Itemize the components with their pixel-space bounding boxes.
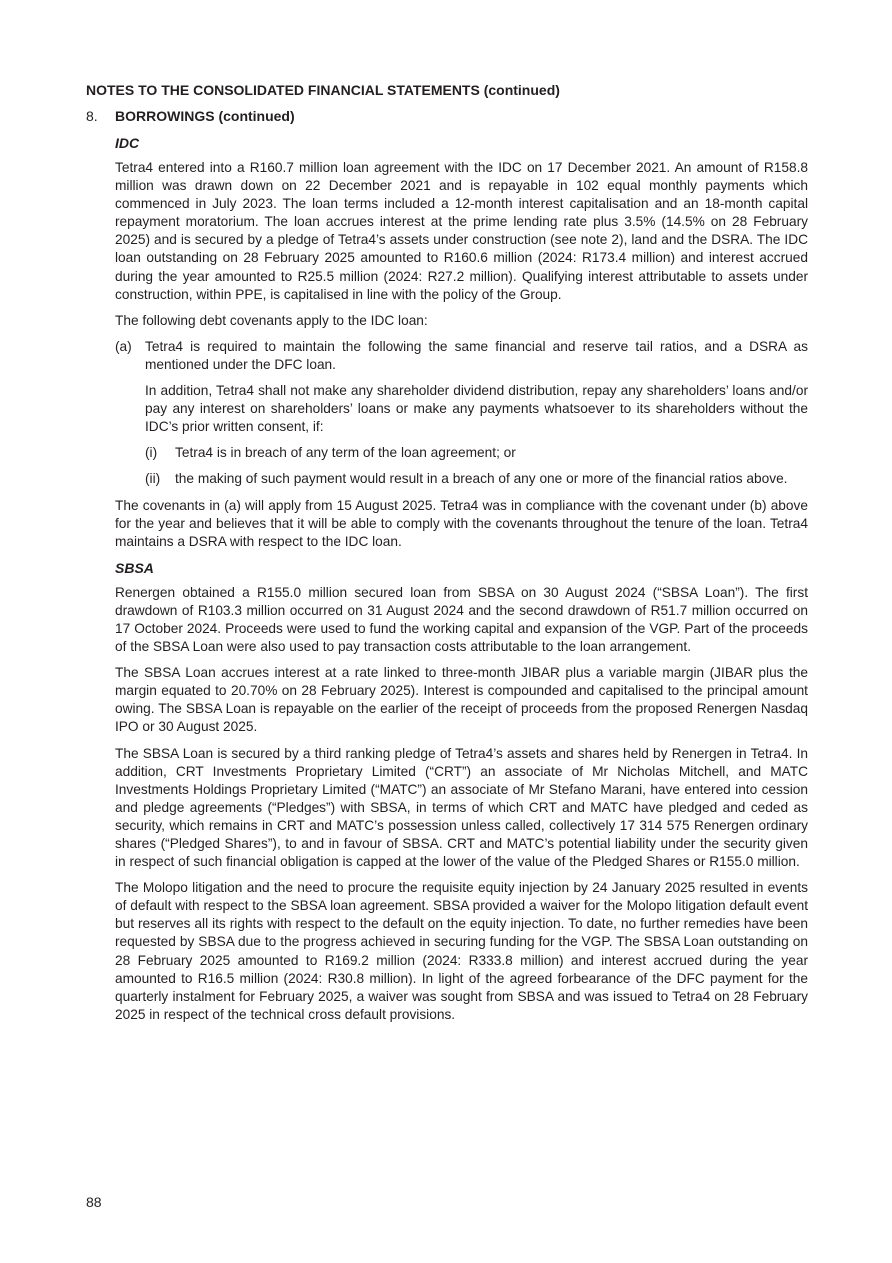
- covenant-item-a-marker: (a): [115, 338, 132, 354]
- covenant-item-a: [115, 338, 808, 489]
- section-heading: [86, 108, 806, 125]
- covenant-sub-item-ii-marker: (ii): [145, 471, 161, 487]
- page-header: NOTES TO THE CONSOLIDATED FINANCIAL STATEMENTS (continued): [86, 82, 560, 98]
- page-number: 88: [86, 1194, 102, 1210]
- idc-loan-paragraph: Tetra4 entered into a R160.7 million loan agreement with the IDC on 17 December 2021. An amount of R158.8 million was drawn down on 22 December 2021 and is repayable in 102 equal monthly payments which commenced in July 2023. The loan terms included a 12-month interest capitalisation and an 18-month capital repayment moratorium. The loan accrues interest at the prime lending rate plus 3.5% (14.5% on 28 February 2025) and is secured by a pledge of Tetra4’s assets under construction (see note 2), land and the DSRA. The IDC loan outstanding on 28 February 2025 amounted to R160.6 million (2024: R173.4 million) and interest accrued during the year amounted to R25.5 million (2024: R27.2 million). Qualifying interest attributable to assets under construction, within PPE, is capitalised in line with the policy of the Group.: [115, 160, 808, 302]
- idc-compliance-paragraph: The covenants in (a) will apply from 15 August 2025. Tetra4 was in compliance with the covenant under (b) above for the year and believes that it will be able to comply with the covenants throughout the tenure of the loan. Tetra4 maintains a DSRA with respect to the IDC loan.: [115, 497, 808, 549]
- sbsa-loan-paragraph: Renergen obtained a R155.0 million secured loan from SBSA on 30 August 2024 (“SBSA Loan”). The first drawdown of R103.3 million occurred on 31 August 2024 and the second drawdown of R51.7 million occurred on 17 October 2024. Proceeds were used to fund the working capital and expansion of the VGP. Part of the proceeds of the SBSA Loan were also used to pay transaction costs attributable to the loan arrangement.: [115, 584, 808, 655]
- covenant-sub-item-i-text: Tetra4 is in breach of any term of the loan agreement; or: [175, 445, 516, 461]
- idc-covenants-intro: The following debt covenants apply to the IDC loan:: [115, 312, 428, 328]
- section-title: BORROWINGS (continued): [115, 108, 295, 124]
- sbsa-interest-paragraph: The SBSA Loan accrues interest at a rate linked to three-month JIBAR plus a variable margin (JIBAR plus the margin equated to 20.70% on 28 February 2025). Interest is compounded and capitalised to the principal amount owing. The SBSA Loan is repayable on the earlier of the receipt of proceeds from the proposed Renergen Nasdaq IPO or 30 August 2025.: [115, 665, 808, 735]
- covenant-sub-item-i-marker: (i): [145, 445, 158, 461]
- covenant-item-a-addition: In addition, Tetra4 shall not make any shareholder dividend distribution, repay any shareholders’ loans and/or pay any interest on shareholders’ loans or make any payments whatsoever to its shareholders without the IDC’s prior written consent, if:: [145, 383, 808, 435]
- sbsa-security-paragraph: The SBSA Loan is secured by a third ranking pledge of Tetra4’s assets and shares held by Renergen in Tetra4. In addition, CRT Investments Proprietary Limited (“CRT”) an associate of Mr Nicholas Mitchell, and MATC Investments Holdings Proprietary Limited (“MATC”) an associate of Mr Stefano Marani, have entered into cession and pledge agreements (“Pledges”) with SBSA, in terms of which CRT and MATC have pledged and ceded as security, which remains in CRT and MATC’s possession unless called, collectively 17 314 575 Renergen ordinary shares (“Pledged Shares”), to and in favour of SBSA. CRT and MATC’s potential liability under the security given in respect of such financial obligation is capped at the lower of the value of the Pledged Shares or R155.0 million.: [115, 745, 808, 870]
- covenant-sub-item-i: [145, 444, 808, 462]
- sbsa-default-paragraph: The Molopo litigation and the need to procure the requisite equity injection by 24 January 2025 resulted in events of default with respect to the SBSA loan agreement. SBSA provided a waiver for the Molopo litigation default event but reserves all its rights with respect to the default on the equity injection. To date, no further remedies have been requested by SBSA due to the progress achieved in securing funding for the VGP. The SBSA Loan outstanding on 28 February 2025 amounted to R169.2 million (2024: R333.8 million) and interest accrued during the year amounted to R16.5 million (2024: R30.8 million). In light of the agreed forbearance of the DFC payment for the quarterly instalment for February 2025, a waiver was sought from SBSA and was issued to Tetra4 on 28 February 2025 in respect of the technical cross default provisions.: [115, 880, 808, 1022]
- covenant-item-a-text: Tetra4 is required to maintain the following the same financial and reserve tail ratios, and a DSRA as mentioned under the DFC loan.: [145, 338, 808, 372]
- notes-content: [115, 134, 808, 1032]
- section-number: 8.: [86, 108, 98, 124]
- covenant-item-a-body: [145, 338, 808, 489]
- sbsa-heading: SBSA: [115, 559, 154, 576]
- covenant-sub-item-ii: [145, 470, 808, 488]
- idc-heading: IDC: [115, 135, 140, 151]
- covenant-sub-item-ii-text: the making of such payment would result in a breach of any one or more of the financial ratios above.: [175, 471, 788, 487]
